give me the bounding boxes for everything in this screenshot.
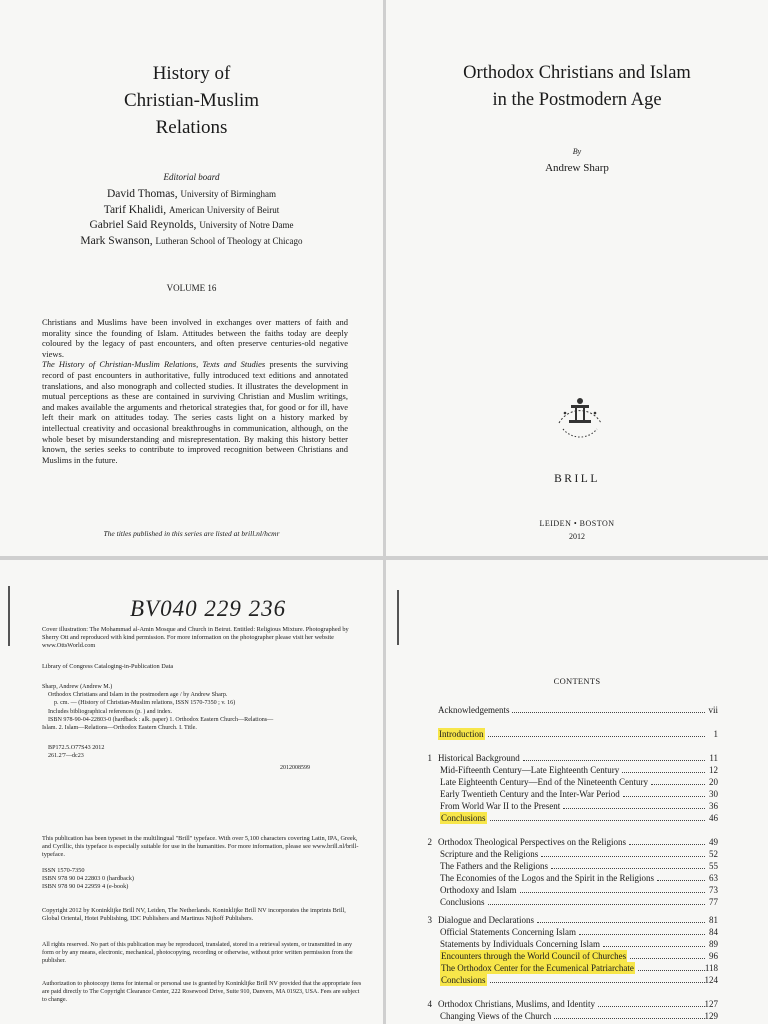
toc-page-number: 84 [709,927,718,937]
toc-page-number: 81 [709,915,718,925]
toc-page-number: 96 [709,951,718,961]
toc-entry-title: The Fathers and the Religions [440,861,548,871]
cover-illustration-credit: Cover illustration: The Mohammad al-Amin Mosque and Church in Beirut. Entitled: Religious Mixture. Photographed by Sherry Ott and reproduced with kind permission. For more information on the photographer please visit her website www.OttsWorld.com [42,626,349,650]
toc-entry [440,800,708,812]
toc-entry-title: Dialogue and Declarations [438,915,534,925]
toc-leader-dots [622,772,705,773]
toc-entry-title: Orthodox Theological Perspectives on the Religions [438,837,627,847]
series-title [0,60,383,141]
cip-line: p. cm. — (History of Christian-Muslim relations, ISSN 1570-7350 ; v. 16) [54,700,236,707]
toc-entry-title: Orthodox Christians, Muslims, and Identity [438,999,595,1009]
member-affiliation: University of Birmingham [180,189,277,199]
toc-page-number: 46 [709,813,718,823]
editorial-board-heading: Editorial board [163,172,220,182]
toc-leader-dots [488,904,705,905]
toc-entry-title: Mid-Fifteenth Century—Late Eighteenth Century [440,765,620,775]
toc-page-number: 55 [709,861,718,871]
toc-page-number: 11 [709,753,718,763]
toc-entry [440,776,708,788]
toc-page-number: 1 [713,729,718,739]
toc-entry [440,860,708,872]
volume-number: VOLUME 16 [166,283,217,293]
isbn-line: ISSN 1570-7350 [42,867,85,874]
series-listing-note: The titles published in this series are listed at brill.nl/hcmr [103,529,280,538]
toc-entry [440,812,708,824]
toc-entry [440,788,708,800]
isbn-line: ISBN 978 90 04 22803 0 (hardback) [42,875,134,883]
publication-year: 2012 [569,532,585,541]
toc-page-number: 30 [709,789,718,799]
member-name: David Thomas, [106,188,178,200]
book-title [386,60,768,114]
toc-entry [440,962,708,974]
toc-entry-title: From World War II to the Present [440,801,561,811]
toc-entry [438,704,708,716]
title-page [386,0,768,556]
toc-entry-title: Late Eighteenth Century—End of the Nineteenth Century [440,777,648,787]
classification-numbers [48,744,148,760]
toc-entry-title: Conclusions [441,813,486,823]
editorial-board-member [0,218,383,234]
handwritten-call-number: BV040 229 236 [130,596,287,621]
publisher-name: BRILL [554,473,600,485]
toc-entry [440,884,708,896]
member-name: Mark Swanson, [80,234,153,247]
toc-entry-title: Conclusions [441,975,486,985]
cip-line: Includes bibliographical references (p. ) and index. [48,708,173,715]
toc-entry-title: Changing Views of the Church [440,1011,552,1021]
photocopy-authorization: Authorization to photocopy items for internal or personal use is granted by Koninklijke Brill NV provided that the appropriate fees are paid directly to The Copyright Clearance Center, 222 Rosewood Drive, Suite 910, Danvers, MA 01923, USA. Fees are subject to change. [42,981,362,1004]
typeface-note: This publication has been typeset in the multilingual "Brill" typeface. With over 5,100 characters covering Latin, IPA, Greek, and Cyrillic, this typeface is especially suitable for use in the humanities. For more information, please see www.brill.nl/brill-typeface. [42,835,359,859]
toc-page-number: 36 [709,801,718,811]
member-name: Tarif Khalidi, [103,203,167,216]
toc-leader-dots [603,946,705,947]
toc-entry [440,896,708,908]
toc-entry-title: Statements by Individuals Concerning Islam [440,939,600,949]
by-label: By [572,147,582,156]
book-title-line: Orthodox Christians and Islam [463,63,691,83]
toc-leader-dots [537,922,705,923]
margin-mark [397,590,399,645]
toc-entry-title: Historical Background [438,753,520,763]
series-page [0,0,383,556]
toc-entry [440,1010,708,1022]
toc-entry-title: Early Twentieth Century and the Inter-War Period [440,789,620,799]
copyright-notice: Copyright 2012 by Koninklijke Brill NV, Leiden, The Netherlands. Koninklijke Brill NV incorporates the imprints Brill, Global Oriental, Hotei Publishing, IDC Publishers and Martinus Nijhoff Publishers. [42,907,346,923]
toc-leader-dots [488,736,706,737]
toc-page-number: vii [708,705,718,715]
toc-leader-dots [563,808,705,809]
toc-chapter-number: 4 [427,999,432,1009]
toc-entry [440,950,708,962]
isbn-line: ISBN 978 90 04 22959 4 (e-book) [42,883,129,891]
toc-entry-title: Orthodoxy and Islam [440,885,517,895]
toc-page-number: 12 [709,765,718,775]
toc-leader-dots [554,1018,705,1019]
editorial-board-member [0,234,383,250]
toc-entry [440,848,708,860]
toc-page-number: 124 [704,975,718,985]
toc-entry [440,938,708,950]
copyright-page [0,560,383,1024]
book-title-line: in the Postmodern Age [492,90,662,110]
series-description-paragraph: Christians and Muslims have been involved in exchanges over matters of faith and morality since the founding of Islam. Attitudes between the faiths today are deeply coloured by the legacy of past encounters, and often preserve centuries-old negative views. [42,317,348,359]
contents-heading: CONTENTS [553,676,601,686]
member-name: Gabriel Said Reynolds, [89,219,197,231]
rights-notice: All rights reserved. No part of this publication may be reproduced, translated, stored in a retrieval system, or transmitted in any form or by any means, electronic, mechanical, photocopying, recording or otherwise, without prior written permission from the publisher. [42,942,353,965]
toc-entry [440,872,708,884]
series-title-line: Relations [155,117,228,138]
cip-line: Orthodox Christians and Islam in the postmodern age / by Andrew Sharp. [48,692,228,699]
editorial-board-list [0,187,383,249]
toc-page-number: 63 [709,873,718,883]
toc-entry-title: Scripture and the Religions [440,849,539,859]
toc-entry [440,926,708,938]
toc-leader-dots [490,982,705,983]
toc-entry-title: Encounters through the World Council of Churches [441,951,627,961]
cip-line: Sharp, Andrew (Andrew M.) [42,684,113,690]
series-title-line: Christian-Muslim [123,90,260,111]
toc-page-number: 118 [704,963,718,973]
toc-chapter-number: 1 [427,753,432,763]
toc-leader-dots [520,892,706,893]
editorial-board-member [0,203,383,219]
series-description-paragraph [42,359,348,465]
editorial-board-member [0,187,383,203]
cip-record [42,683,362,732]
toc-entry [438,728,708,740]
toc-leader-dots [551,868,705,869]
loc-control-number: 2012008599 [280,765,310,771]
toc-chapter-number: 2 [427,837,432,847]
toc-leader-dots [541,856,705,857]
toc-entry-title: Conclusions [440,897,485,907]
series-name-italic: The History of Christian-Muslim Relations, Texts and Studies [42,359,266,370]
contents-page [386,560,768,1024]
toc-leader-dots [623,796,705,797]
cip-line: Islam. 2. Islam—Relations—Orthodox Eastern Church. I. Title. [42,725,197,732]
toc-page-number: 20 [709,777,718,787]
series-description-text: presents the surviving record of past encounters in authoritative, fully introduced text editions and annotated translations, and also monograph and collected studies. It illustrates the development in mutual perceptions as these are contained in surviving Christian and Muslim writings, and makes available the arguments and rhetorical strategies that, for good or for ill, have left their mark on attitudes today. The series casts light on a history marked by intellectual creativity and occasional breakthroughs in communication, although, on the whole beset by misunderstanding and misrepresentation. By making this history better known, the series seeks to contribute to improved recognition between Christians and Muslims in the future. [42,359,348,465]
toc-leader-dots [523,760,705,761]
classification-line: BP172.5.O77S43 2012 [48,745,105,751]
classification-line: 261.2'7—dc23 [48,753,84,760]
toc-entry [438,914,708,926]
toc-page-number: 89 [709,939,718,949]
toc-page-number: 77 [709,897,718,907]
toc-entry-title: Introduction [439,729,484,739]
toc-entry [438,752,708,764]
toc-page-number: 127 [704,999,718,1009]
publisher-place: LEIDEN • BOSTON [539,519,615,528]
isbn-block [42,867,362,892]
toc-page-number: 73 [709,885,718,895]
member-affiliation: Lutheran School of Theology at Chicago [155,235,303,246]
toc-entry-title: Acknowledgements [438,705,510,715]
toc-chapter-number: 3 [427,915,432,925]
toc-leader-dots [490,820,705,821]
member-affiliation: American University of Beirut [169,204,280,215]
series-title-line: History of [152,63,231,84]
toc-entry-title: The Economies of the Logos and the Spirit in the Religions [440,873,654,883]
toc-leader-dots [598,1006,705,1007]
cip-line: ISBN 978-90-04-22803-0 (hardback : alk. paper) 1. Orthodox Eastern Church—Relations— [48,716,274,723]
toc-page-number: 129 [704,1011,718,1021]
toc-leader-dots [579,934,705,935]
brill-seal-logo [551,383,609,441]
margin-mark [8,586,10,646]
toc-leader-dots [512,712,705,713]
author-name: Andrew Sharp [545,162,609,174]
toc-page-number: 49 [709,837,718,847]
loc-cip-heading: Library of Congress Cataloging-in-Publication Data [42,663,174,670]
series-description [42,317,348,465]
toc-entry [438,998,708,1010]
toc-entry-title: The Orthodox Center for the Ecumenical Patriarchate [441,963,634,973]
toc-entry [440,764,708,776]
toc-entry [438,836,708,848]
member-affiliation: University of Notre Dame [199,220,294,230]
toc-entry [440,974,708,986]
toc-page-number: 52 [709,849,718,859]
toc-entry-title: Official Statements Concerning Islam [440,927,577,937]
